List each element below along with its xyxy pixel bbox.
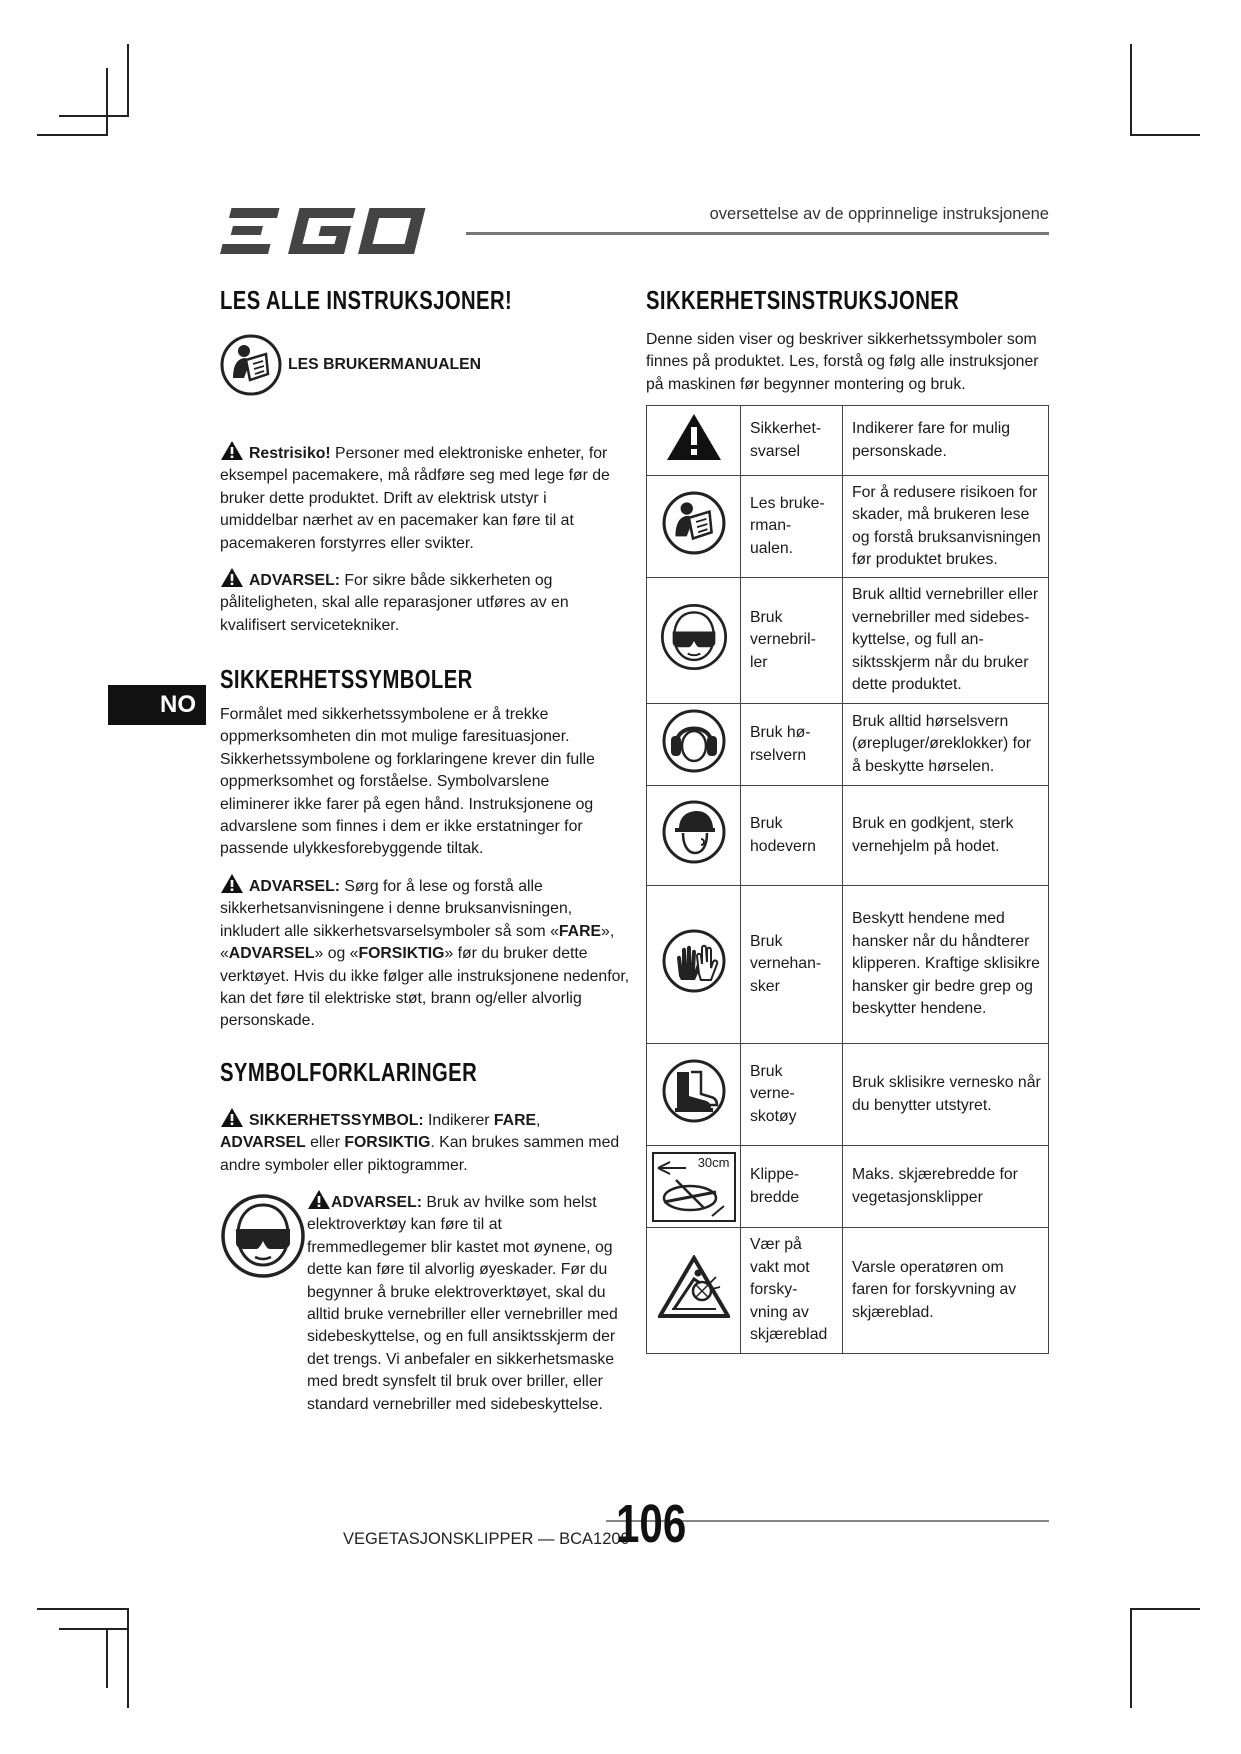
symbol-name: Sikkerhet- svarsel [741,406,843,476]
symbol-name: Bruk hø- rselvern [741,704,843,786]
warning-text: », « [220,922,615,963]
symbol-description: Indikerer fare for mulig personskade. [843,406,1049,476]
hearing-protection-icon [661,708,727,774]
safety-symbol-label: SIKKERHETSSYMBOL: [249,1112,424,1129]
symbol-description: Maks. skjærebredde for vegetasjonsklipper [843,1146,1049,1228]
gloves-icon [661,928,727,994]
fare-term: FARE [558,922,602,940]
warning-text: Bruk av hvilke som helst elektroverktøy kan føre til at fremmedlegemer blir kastet mot øynene, og dette kan føre til alvorlig øyeskader. Før du begynner å bruke elektroverktøyet, skal du alltid bruke vernebriller eller vernebriller med sidebeskyttelse, og en full ansiktsskjerm der det trengs. Vi anbefaler en sikkerhetsmaske med bredt synsfelt til bruk over briller, eller standard vernebriller med sidebeskyttelse. [307,1194,618,1413]
heading-safety-symbols: SIKKERHETSSYMBOLER [220,664,473,694]
icon-cell [647,1228,741,1354]
header-rule [466,232,1049,235]
warning-eye-paragraph [307,1189,625,1416]
table-row [647,1228,1049,1354]
table-row [647,1044,1049,1146]
advarsel-term: ADVARSEL [220,1134,306,1152]
safety-glasses-icon [660,603,728,671]
symbol-name: Les bruke- rman- ualen. [741,476,843,578]
icon-cell [647,704,741,786]
warning-triangle-icon [665,412,723,462]
warning-repairs-paragraph [220,567,620,637]
symbol-name: Klippe- bredde [741,1146,843,1228]
icon-cell [647,406,741,476]
table-row [647,1146,1049,1228]
safety-symbol-text: . Kan brukes sammen med andre symboler eller piktogrammer. [220,1134,620,1174]
page-number: 106 [616,1494,687,1554]
safety-glasses-icon [220,1193,306,1279]
warning-triangle-icon [220,567,244,588]
safety-symbol-table [646,405,1049,1354]
header-subtitle: oversettelse av de opprinnelige instruksjonene [709,205,1049,223]
symbol-name: Bruk verne- skotøy [741,1044,843,1146]
symbol-description: Beskytt hendene med hansker når du håndterer klipperen. Kraftige sklisikre hansker gir bedre grep og beskytter hendene. [843,886,1049,1044]
fare-term: FARE [493,1112,537,1129]
residual-risk-paragraph [220,440,620,555]
symbol-description: Bruk en godkjent, sterk vernehjelm på hodet. [843,786,1049,886]
symbol-description: Bruk sklisikre vernesko når du benytter utstyret. [843,1044,1049,1146]
read-manual-icon [662,491,726,555]
advarsel-term: ADVARSEL [228,945,315,963]
symbol-description: Varsle operatøren om faren for forskyvning av skjæreblad. [843,1228,1049,1354]
symbol-description: Bruk alltid vernebriller eller vernebriller med sidebes-kyttelse, og full an-siktsskjerm når du bruker dette produktet. [843,578,1049,704]
risk-label: Restrisiko! [249,445,331,462]
table-row [647,704,1049,786]
footer-product: VEGETASJONSKLIPPER — BCA1200 [343,1530,630,1548]
symbol-description: Bruk alltid hørselsvern (ørepluger/øreklokker) for å beskytte hørselen. [843,704,1049,786]
language-tab: NO [108,685,206,725]
table-row [647,578,1049,704]
warning-triangle-icon [220,873,244,894]
heading-safety-instructions: SIKKERHETSINSTRUKSJONER [646,285,960,315]
warning-triangle-icon [307,1189,331,1210]
safety-symbol-text: eller [305,1134,345,1152]
safety-symbol-text: , [536,1112,541,1129]
hard-hat-icon [661,799,727,865]
table-row [647,476,1049,578]
heading-symbol-explanations: SYMBOLFORKLARINGER [220,1057,478,1087]
icon-cell [647,578,741,704]
risk-text: Personer med elektroniske enheter, for eksempel pacemakere, må rådføre seg med lege før de bruker dette produktet. Drift av elektrisk utstyr i umiddelbar nærhet av en pacemaker kan føre til at pacemakeren forstyrres eller svikter. [220,445,610,552]
forsiktig-term: FORSIKTIG [344,1134,431,1152]
icon-cell [647,1044,741,1146]
forsiktig-term: FORSIKTIG [358,945,445,963]
warning-label: ADVARSEL: [249,572,340,589]
warning-label: ADVARSEL: [249,878,340,895]
symbol-name: Bruk vernehan- sker [741,886,843,1044]
icon-cell [647,886,741,1044]
table-row [647,886,1049,1044]
cutting-width-label: 30cm [697,1154,730,1170]
blade-thrust-icon [658,1255,730,1319]
symbol-name: Bruk vernebril- ler [741,578,843,704]
symbol-name: Bruk hodevern [741,786,843,886]
warning-read-paragraph [220,873,630,1033]
manual-label: LES BRUKERMANUALEN [288,356,482,373]
safety-symbols-paragraph: Formålet med sikkerhetssymbolene er å trekke oppmerksomheten din mot mulige faresituasjoner. Sikkerhetssymbolene og forklaringene krever din fulle oppmerksomhet og forståelse. Symbolvarslene eliminerer ikke farer på egen hånd. Instruksjonene og advarslene som finnes i dem er ikke erstatninger for passende ulykkesforebyggende tiltak. [220,706,595,858]
warning-label: ADVARSEL: [331,1194,422,1211]
icon-cell [647,786,741,886]
safety-symbol-text: Indikerer [423,1112,494,1129]
warning-triangle-icon [220,1107,244,1128]
safety-intro-paragraph: Denne siden viser og beskriver sikkerhetssymboler som finnes på produktet. Les, forstå og følg alle instruksjoner på maskinen før begynner montering og bruk. [646,331,1039,393]
warning-text: » før du bruker dette verktøyet. Hvis du ikke følger alle instruksjonene nedenfor, kan det føre til elektriske støt, brann og/eller alvorlig personskade. [220,945,630,1030]
safety-symbol-paragraph [220,1107,630,1177]
warning-text: » og « [314,945,359,963]
ego-logo [218,206,444,256]
table-row [647,786,1049,886]
icon-cell [647,1146,741,1228]
warning-triangle-icon [220,440,244,461]
heading-read-instructions: LES ALLE INSTRUKSJONER! [220,285,513,315]
safety-boots-icon [661,1058,727,1124]
warning-text: Sørg for å lese og forstå alle sikkerhetsanvisningene i denne bruksanvisningen, inkludert alle sikkerhetsvarselsymboler så som « [220,878,573,940]
symbol-description: For å redusere risikoen for skader, må brukeren lese og forstå bruksanvisningen før produktet brukes. [843,476,1049,578]
read-manual-row [220,334,620,398]
warning-text: For sikre både sikkerheten og påliteligheten, skal alle reparasjoner utføres av en kvalifisert servicetekniker. [220,572,569,634]
read-manual-icon [220,334,282,396]
table-row [647,406,1049,476]
icon-cell [647,476,741,578]
symbol-name: Vær på vakt mot forsky- vning av skjæreblad [741,1228,843,1354]
